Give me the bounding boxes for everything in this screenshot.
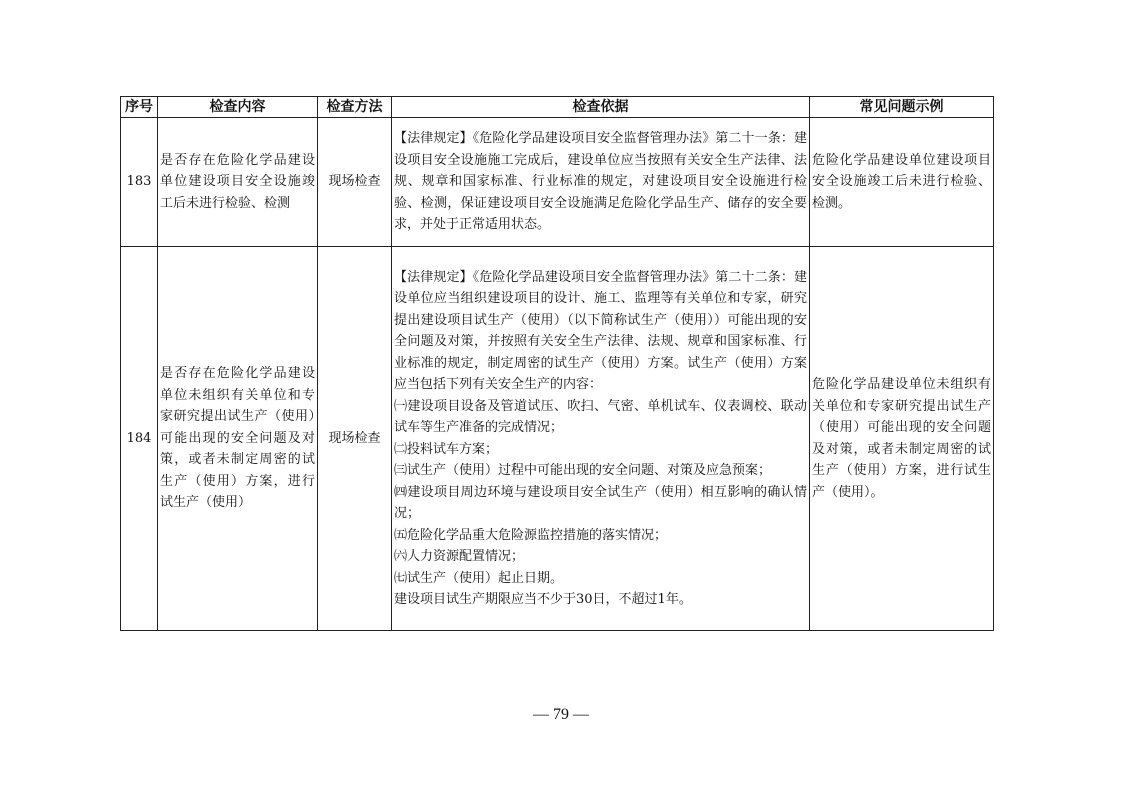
row-number: 183 bbox=[121, 118, 158, 247]
inspection-table bbox=[120, 96, 994, 631]
check-content: 是否存在危险化学品建设单位未组织有关单位和专家研究提出试生产（使用）可能出现的安全问题及对策，或者未制定周密的试生产（使用）方案，进行试生产（使用） bbox=[158, 247, 318, 631]
check-content: 是否存在危险化学品建设单位建设项目安全设施竣工后未进行检验、检测 bbox=[158, 118, 318, 247]
basis-note: 建设项目试生产期限应当不少于30日，不超过1年。 bbox=[394, 592, 692, 607]
check-basis bbox=[392, 118, 810, 247]
table-row bbox=[121, 118, 994, 247]
header-method: 检查方法 bbox=[318, 97, 392, 118]
basis-item: ㈤危险化学品重大危险源监控措施的落实情况； bbox=[394, 527, 668, 543]
basis-item: ㈣建设项目周边环境与建设项目安全试生产（使用）相互影响的确认情况； bbox=[394, 484, 807, 521]
check-basis bbox=[392, 247, 810, 631]
basis-item: ㈦试生产（使用）起止日期。 bbox=[394, 570, 564, 586]
header-issue: 常见问题示例 bbox=[810, 97, 994, 118]
basis-paragraph: 【法律规定】《危险化学品建设项目安全监督管理办法》第二十一条：建设项目安全设施施工完成后，建设单位应当按照有关安全生产法律、法规、规章和国家标准、行业标准的规定，对建设项目安全设施进行检验、检测，保证建设项目安全设施满足危险化学品生产、储存的安全要求，并处于正常适用状态。 bbox=[394, 131, 807, 233]
basis-item: ㈡投料试车方案； bbox=[394, 441, 499, 457]
common-issue: 危险化学品建设单位建设项目安全设施竣工后未进行检验、检测。 bbox=[810, 118, 994, 247]
table-header-row bbox=[121, 97, 994, 118]
check-method: 现场检查 bbox=[318, 247, 392, 631]
check-method: 现场检查 bbox=[318, 118, 392, 247]
basis-paragraph: 【法律规定】《危险化学品建设项目安全监督管理办法》第二十二条：建设单位应当组织建设项目的设计、施工、监理等有关单位和专家，研究提出建设项目试生产（使用）（以下简称试生产（使用））可能出现的安全问题及对策，并按照有关安全生产法律、法规、规章和国家标准、行业标准的规定，制定周密的试生产（使用）方案。试生产（使用）方案应当包括下列有关安全生产的内容： bbox=[394, 269, 807, 392]
header-no: 序号 bbox=[121, 97, 158, 118]
table-row bbox=[121, 247, 994, 631]
row-number: 184 bbox=[121, 247, 158, 631]
basis-item: ㈢试生产（使用）过程中可能出现的安全问题、对策及应急预案； bbox=[394, 463, 772, 478]
basis-item: ㈥人力资源配置情况； bbox=[394, 549, 525, 564]
page-number: — 79 — bbox=[533, 706, 589, 723]
common-issue: 危险化学品建设单位未组织有关单位和专家研究提出试生产（使用）可能出现的安全问题及对策，或者未制定周密的试生产（使用）方案，进行试生产（使用）。 bbox=[810, 247, 994, 631]
header-basis: 检查依据 bbox=[392, 97, 810, 118]
header-content: 检查内容 bbox=[158, 97, 318, 118]
basis-item: ㈠建设项目设备及管道试压、吹扫、气密、单机试车、仪表调校、联动试车等生产准备的完成情况； bbox=[394, 398, 807, 435]
